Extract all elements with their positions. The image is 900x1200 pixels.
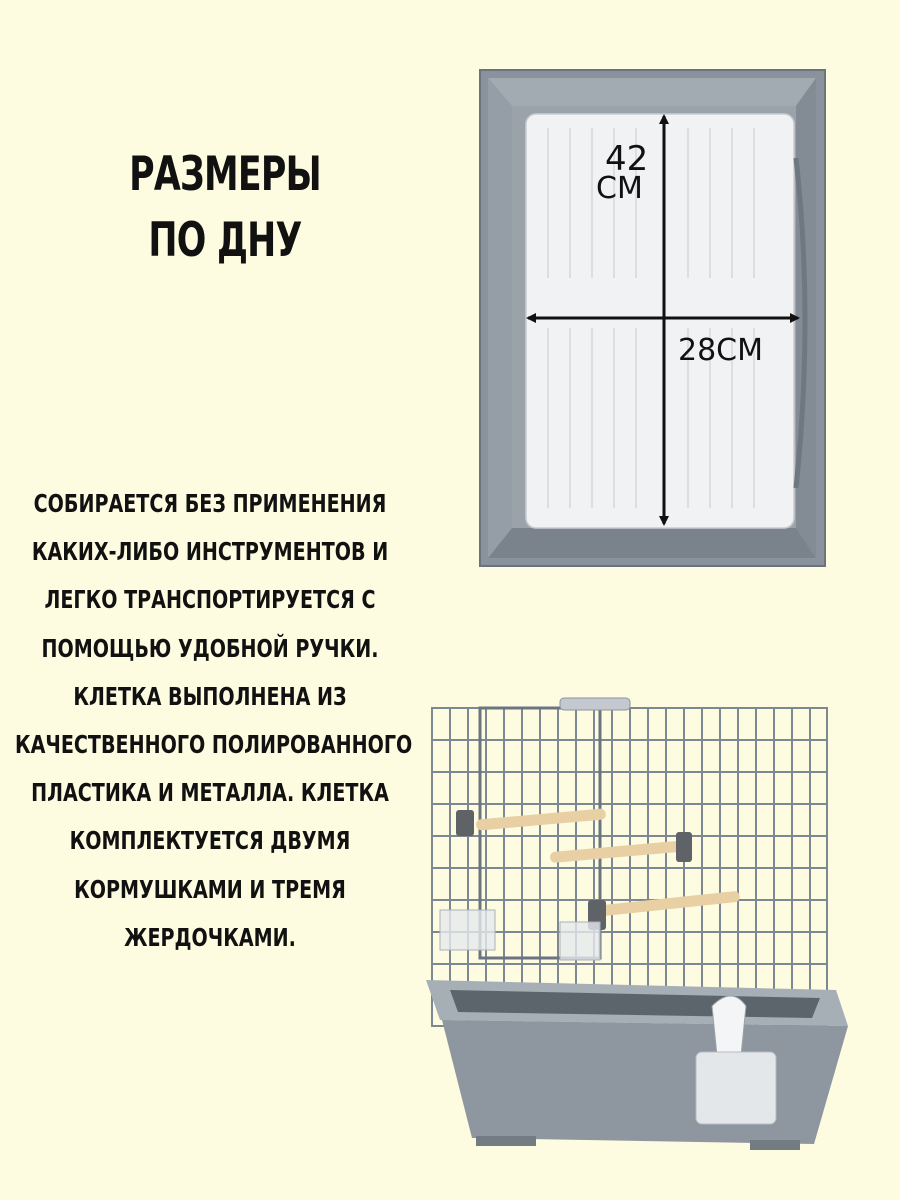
description-line: ЛЕГКО ТРАНСПОРТИРУЕТСЯ С xyxy=(44,585,376,615)
description-line: ПЛАСТИКА И МЕТАЛЛА. КЛЕТКА xyxy=(31,778,389,808)
tray-image xyxy=(478,68,828,570)
page-title xyxy=(110,142,339,274)
width-label: 28СМ xyxy=(678,333,764,368)
cage-wire-grid xyxy=(432,708,827,1026)
length-value: 42 xyxy=(605,139,649,179)
description-line: ПОМОЩЬЮ УДОБНОЙ РУЧКИ. xyxy=(41,633,379,663)
cage-top-handle xyxy=(560,698,630,710)
description-line: КОРМУШКАМИ И ТРЕМЯ xyxy=(74,874,346,904)
description-line: ЖЕРДОЧКАМИ. xyxy=(124,922,296,952)
cage-image xyxy=(420,690,850,1170)
perches xyxy=(456,808,740,930)
description-line: КАЧЕСТВЕННОГО ПОЛИРОВАННОГО xyxy=(15,730,413,760)
description-line: КОМПЛЕКТУЕТСЯ ДВУМЯ xyxy=(69,826,351,856)
product-sticker xyxy=(696,1052,776,1124)
feeder xyxy=(440,910,495,950)
feeder xyxy=(560,922,600,960)
description-line: КАКИХ-ЛИБО ИНСТРУМЕНТОВ И xyxy=(31,537,389,567)
title-line-1: РАЗМЕРЫ xyxy=(129,147,321,202)
product-description xyxy=(15,480,413,962)
title-line-2: ПО ДНУ xyxy=(148,213,302,268)
cage-base xyxy=(442,1020,848,1144)
length-unit: СМ xyxy=(596,171,643,206)
description-line: КЛЕТКА ВЫПОЛНЕНА ИЗ xyxy=(73,681,347,711)
description-line: СОБИРАЕТСЯ БЕЗ ПРИМЕНЕНИЯ xyxy=(33,489,387,518)
